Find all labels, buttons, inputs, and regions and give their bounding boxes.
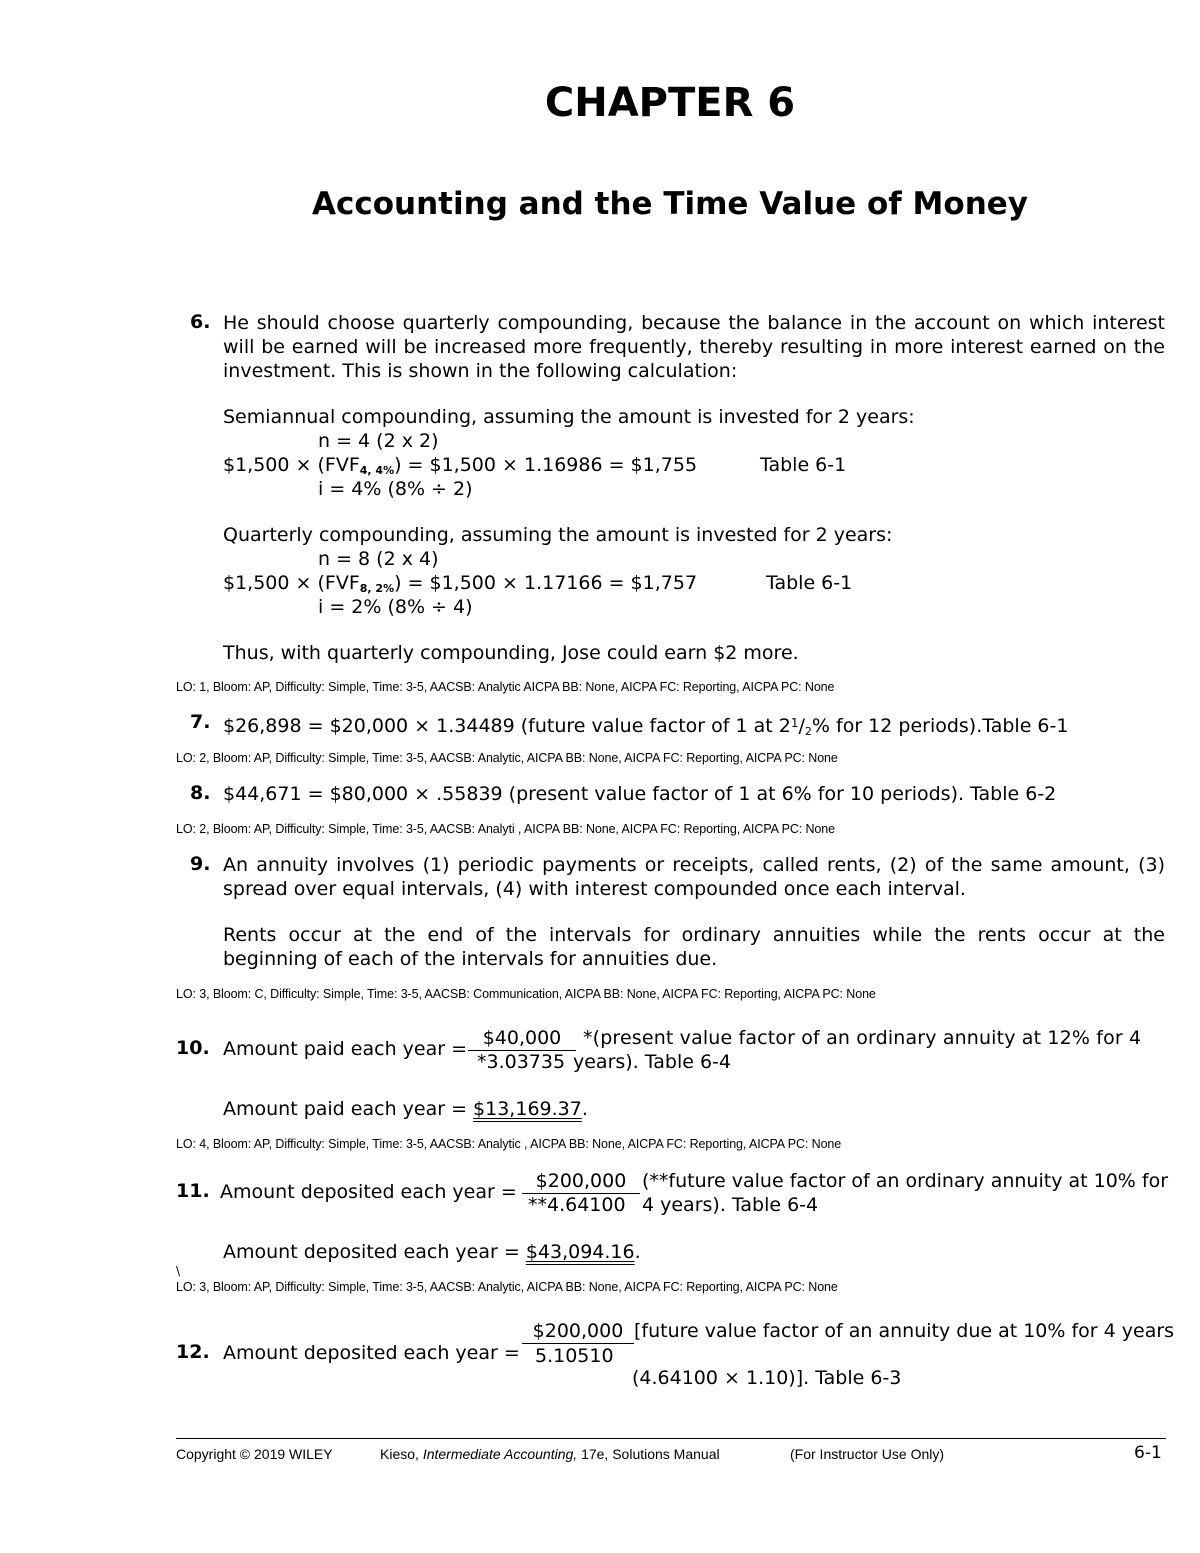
- semiannual-i: i = 4% (8% ÷ 2): [318, 478, 473, 500]
- question-9-paragraph-2: Rents occur at the end of the intervals for ordinary annuities while the rents occur at the beginning of each of the intervals for annuities due.: [223, 924, 1165, 970]
- question-12-note-line-2: (4.64100 × 1.10)]. Table 6-3: [632, 1367, 902, 1389]
- question-12-number: 12.: [176, 1341, 210, 1363]
- quarterly-calculation: $1,500 × $(FVF_{8, 2\%})$ = $1,500 × 1.17166 = $1,757: [223, 572, 698, 595]
- question-8-number: 8.: [190, 782, 211, 804]
- question-12-denominator: 5.10510: [535, 1345, 614, 1367]
- footer-book-citation: Kieso, Intermediate Accounting, 17e, Solutions Manual: [380, 1446, 720, 1462]
- question-9-paragraph-1: An annuity involves (1) periodic payments or receipts, called rents, (2) of the same amount, (3) spread over equal intervals, (4) with interest compounded once each interval.: [223, 854, 1165, 900]
- question-11-label: Amount deposited each year =: [220, 1181, 517, 1203]
- question-6-conclusion: Thus, with quarterly compounding, Jose could earn $2 more.: [223, 642, 799, 664]
- question-6-paragraph: He should choose quarterly compounding, because the balance in the account on which interest will be earned will be increased more frequently, thereby resulting in more interest earned on the investment. This is shown in the following calculation:: [223, 312, 1165, 382]
- question-10-number: 10.: [176, 1037, 210, 1059]
- question-12-note-line-1: [future value factor of an annuity due at 10% for 4 years: [634, 1320, 1175, 1342]
- question-10-result: Amount paid each year = $13,169.37.: [223, 1098, 588, 1120]
- question-11-denominator: **4.64100: [528, 1194, 626, 1216]
- question-10-note-line-1: *(present value factor of an ordinary annuity at 12% for 4: [583, 1027, 1142, 1049]
- question-11-numerator: $200,000: [522, 1169, 640, 1194]
- learning-objective-line: LO: 2, Bloom: AP, Difficulty: Simple, Time: 3-5, AACSB: Analyti , AICPA BB: None, AICPA FC: Reporting, AICPA PC: None: [176, 822, 835, 836]
- question-10-note-line-2: years). Table 6-4: [573, 1051, 731, 1073]
- question-11-note-line-1: (**future value factor of an ordinary annuity at 10% for: [642, 1170, 1169, 1192]
- learning-objective-line: LO: 2, Bloom: AP, Difficulty: Simple, Time: 3-5, AACSB: Analytic, AICPA BB: None, AICPA FC: Reporting, AICPA PC: None: [176, 751, 838, 765]
- semiannual-table-ref: Table 6-1: [760, 454, 847, 476]
- quarterly-i: i = 2% (8% ÷ 4): [318, 596, 473, 618]
- question-7-answer: $26,898 = $20,000 × 1.34489 (future value factor of 1 at $2^1/_2\%$ for 12 periods).Table 6-1: [223, 715, 1069, 738]
- learning-objective-line: LO: 4, Bloom: AP, Difficulty: Simple, Time: 3-5, AACSB: Analytic , AICPA BB: None, AICPA FC: Reporting, AICPA PC: None: [176, 1137, 842, 1151]
- semiannual-n: n = 4 (2 x 2): [318, 430, 439, 452]
- question-10-denominator: *3.03735: [477, 1051, 566, 1073]
- question-11-number: 11.: [176, 1180, 210, 1202]
- question-11-note-line-2: 4 years). Table 6-4: [642, 1194, 819, 1216]
- chapter-heading: CHAPTER 6: [544, 80, 796, 126]
- quarterly-table-ref: Table 6-1: [766, 572, 853, 594]
- quarterly-heading: Quarterly compounding, assuming the amount is invested for 2 years:: [223, 524, 893, 546]
- question-11-result: Amount deposited each year = $43,094.16.: [223, 1241, 641, 1263]
- semiannual-heading: Semiannual compounding, assuming the amount is invested for 2 years:: [223, 406, 915, 428]
- question-12-numerator: $200,000: [522, 1319, 634, 1344]
- question-10-label: Amount paid each year =: [223, 1038, 467, 1060]
- semiannual-calculation: $1,500 × $(FVF_{4, 4\%})$ = $1,500 × 1.16986 = $1,755: [223, 454, 698, 477]
- question-11-result-value: $43,094.16: [525, 1241, 635, 1263]
- question-12-label: Amount deposited each year =: [223, 1342, 520, 1364]
- footer-use-note: (For Instructor Use Only): [790, 1446, 945, 1462]
- learning-objective-line: LO: 1, Bloom: AP, Difficulty: Simple, Time: 3-5, AACSB: Analytic AICPA BB: None, AICPA FC: Reporting, AICPA PC: None: [176, 680, 835, 694]
- footer-rule: [176, 1438, 1166, 1439]
- stray-backslash: \: [176, 1264, 181, 1278]
- question-7-number: 7.: [190, 711, 211, 733]
- footer-page-number: 6-1: [1134, 1443, 1162, 1463]
- question-10-result-value: $13,169.37: [473, 1098, 582, 1120]
- learning-objective-line: LO: 3, Bloom: AP, Difficulty: Simple, Time: 3-5, AACSB: Analytic, AICPA BB: None, AICPA FC: Reporting, AICPA PC: None: [176, 1280, 838, 1294]
- question-6-number: 6.: [190, 311, 211, 333]
- question-10-numerator: $40,000: [468, 1026, 576, 1051]
- question-8-answer: $44,671 = $80,000 × .55839 (present value factor of 1 at 6% for 10 periods). Table 6-2: [223, 783, 1057, 805]
- footer-copyright: Copyright © 2019 WILEY: [176, 1446, 333, 1462]
- chapter-title: Accounting and the Time Value of Money: [312, 186, 1028, 222]
- quarterly-n: n = 8 (2 x 4): [318, 548, 439, 570]
- learning-objective-line: LO: 3, Bloom: C, Difficulty: Simple, Time: 3-5, AACSB: Communication, AICPA BB: None, AICPA FC: Reporting, AICPA PC: None: [176, 987, 876, 1001]
- question-9-number: 9.: [190, 853, 211, 875]
